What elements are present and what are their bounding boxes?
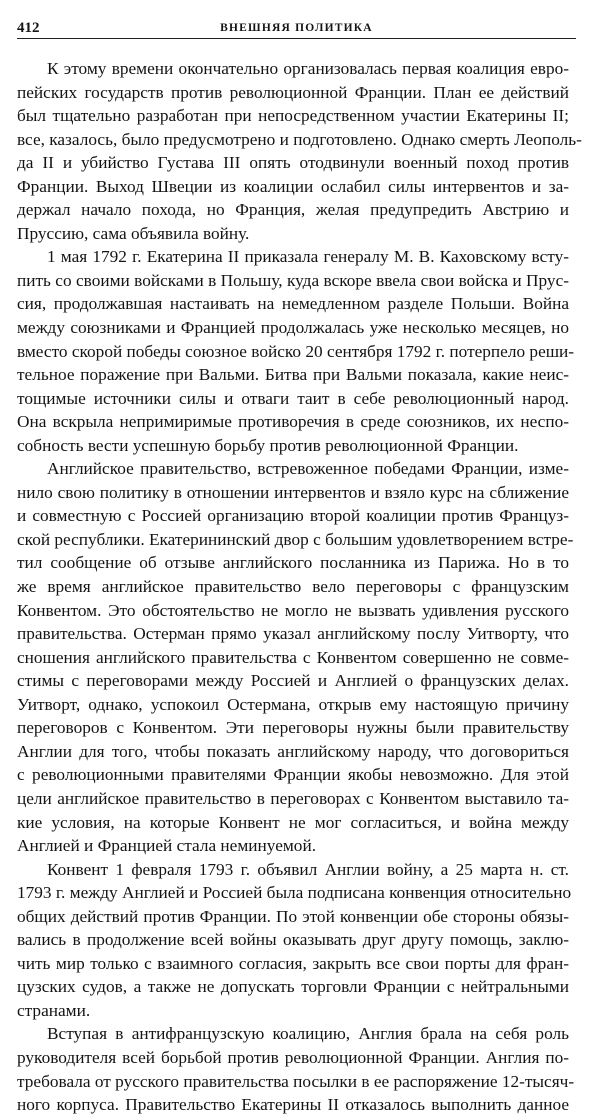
text-line: все, казалось, было предусмотрено и подготовлено. Однако смерть Леополь- xyxy=(17,129,582,149)
text-line: тил сообщение об отзыве английского посланника из Парижа. Но в то xyxy=(17,553,569,573)
text-line: кие условия, на которые Конвент не мог согласиться, и война между xyxy=(17,812,569,832)
text-line: Вступая в антифранцузскую коалицию, Англия брала на себя роль xyxy=(47,1024,569,1044)
text-line: общих действий против Франции. По этой конвенции обе стороны обязы- xyxy=(17,906,569,926)
running-title: ВНЕШНЯЯ ПОЛИТИКА xyxy=(220,22,373,34)
text-line: сия, продолжавшая настаивать на немедленном разделе Польши. Война xyxy=(17,294,569,314)
text-line: Конвент 1 февраля 1793 г. объявил Англии войну, а 25 марта н. ст. xyxy=(47,859,569,879)
paragraph xyxy=(17,858,572,1023)
text-line: руководителя всей борьбой против революционной Франции. Англия по- xyxy=(17,1047,569,1067)
text-line: пейских государств против революционной Франции. План ее действий xyxy=(17,82,569,102)
text-line: между союзниками и Францией продолжалась уже несколько месяцев, но xyxy=(17,318,569,338)
paragraph xyxy=(17,457,574,857)
text-line: цели английское правительство в переговорах с Конвентом выставило та- xyxy=(17,788,569,808)
text-line: стимы с переговорами между Россией и Англией о французских делах. xyxy=(17,671,569,691)
text-line: пить со своими войсками в Польшу, куда вскоре ввела свои войска и Прус- xyxy=(17,270,569,290)
paragraph xyxy=(17,1022,575,1116)
text-line: же время английское правительство вело переговоры с французским xyxy=(17,577,569,597)
text-line: вместо скорой победы союзное войско 20 сентября 1792 г. потерпело реши- xyxy=(17,341,575,361)
text-line: требовала от русского правительства посылки в ее распоряжение 12-тысяч- xyxy=(17,1071,575,1091)
text-line: сношения английского правительства с Конвентом совершенно не совме- xyxy=(17,647,569,667)
text-line: и совместную с Россией организацию второй коалиции против Француз- xyxy=(17,506,569,526)
text-line: переговоров с Конвентом. Эти переговоры нужны были правительству xyxy=(17,718,569,738)
text-line: чить мир только с взаимного согласия, закрыть все свои порты для фран- xyxy=(17,953,569,973)
text-line: вались в продолжение всей войны оказывать друг другу помощь, заклю- xyxy=(17,930,569,950)
text-line: Франции. Выход Швеции из коалиции ослабил силы интервентов и за- xyxy=(17,176,569,196)
body-text xyxy=(17,57,582,1117)
text-line: цузских судов, а также не допускать торговли Франции с нейтральными xyxy=(17,977,569,997)
text-line: да II и убийство Густава III опять отодвинули военный поход против xyxy=(17,153,569,173)
text-line: Она вскрыла непримиримые противоречия в среде союзников, их неспо- xyxy=(17,412,569,432)
paragraph xyxy=(17,57,582,245)
text-line: тельное поражение при Вальми. Битва при Вальми показала, какие неис- xyxy=(17,365,569,385)
text-line: Пруссию, сама объявила войну. xyxy=(17,223,250,243)
text-line: нило свою политику в отношении интервентов и взяло курс на сближение xyxy=(17,482,569,502)
text-line: странами. xyxy=(17,1000,91,1020)
page-number: 412 xyxy=(17,20,40,36)
text-line: держал начало похода, но Франция, желая предупредить Австрию и xyxy=(17,200,569,220)
text-line: ного корпуса. Правительство Екатерины II отказалось выполнить данное xyxy=(17,1095,569,1115)
text-line: правительства. Остерман прямо указал английскому послу Уитворту, что xyxy=(17,624,569,644)
text-line: был тщательно разработан при непосредственном участии Екатерины II; xyxy=(17,106,569,126)
text-line: ской республики. Екатерининский двор с большим удовлетворением встре- xyxy=(17,529,574,549)
text-line: тощимые источники силы и отваги таит в себе революционный народ. xyxy=(17,388,569,408)
text-line: К этому времени окончательно организовалась первая коалиция евро- xyxy=(47,59,569,78)
text-line: 1793 г. между Англией и Россией была подписана конвенция относительно xyxy=(17,883,572,903)
text-line: Англией и Францией стала неминуемой. xyxy=(17,836,317,856)
text-line: Английское правительство, встревоженное победами Франции, изме- xyxy=(47,459,569,479)
page-header xyxy=(17,12,576,39)
paragraph xyxy=(17,245,575,457)
text-line: Англии для того, чтобы показать английскому народу, что договориться xyxy=(17,741,569,761)
text-line: собность вести успешную борьбу против революционной Франции. xyxy=(17,435,519,455)
text-line: с революционными правителями Франции якобы невозможно. Для этой xyxy=(17,765,569,785)
text-line: Конвентом. Это обстоятельство не могло не вызвать удивления русского xyxy=(17,600,569,620)
text-line: Уитворт, однако, успокоил Остермана, открыв ему настоящую причину xyxy=(17,694,569,714)
text-line: 1 мая 1792 г. Екатерина II приказала генералу М. В. Каховскому всту- xyxy=(47,247,569,267)
